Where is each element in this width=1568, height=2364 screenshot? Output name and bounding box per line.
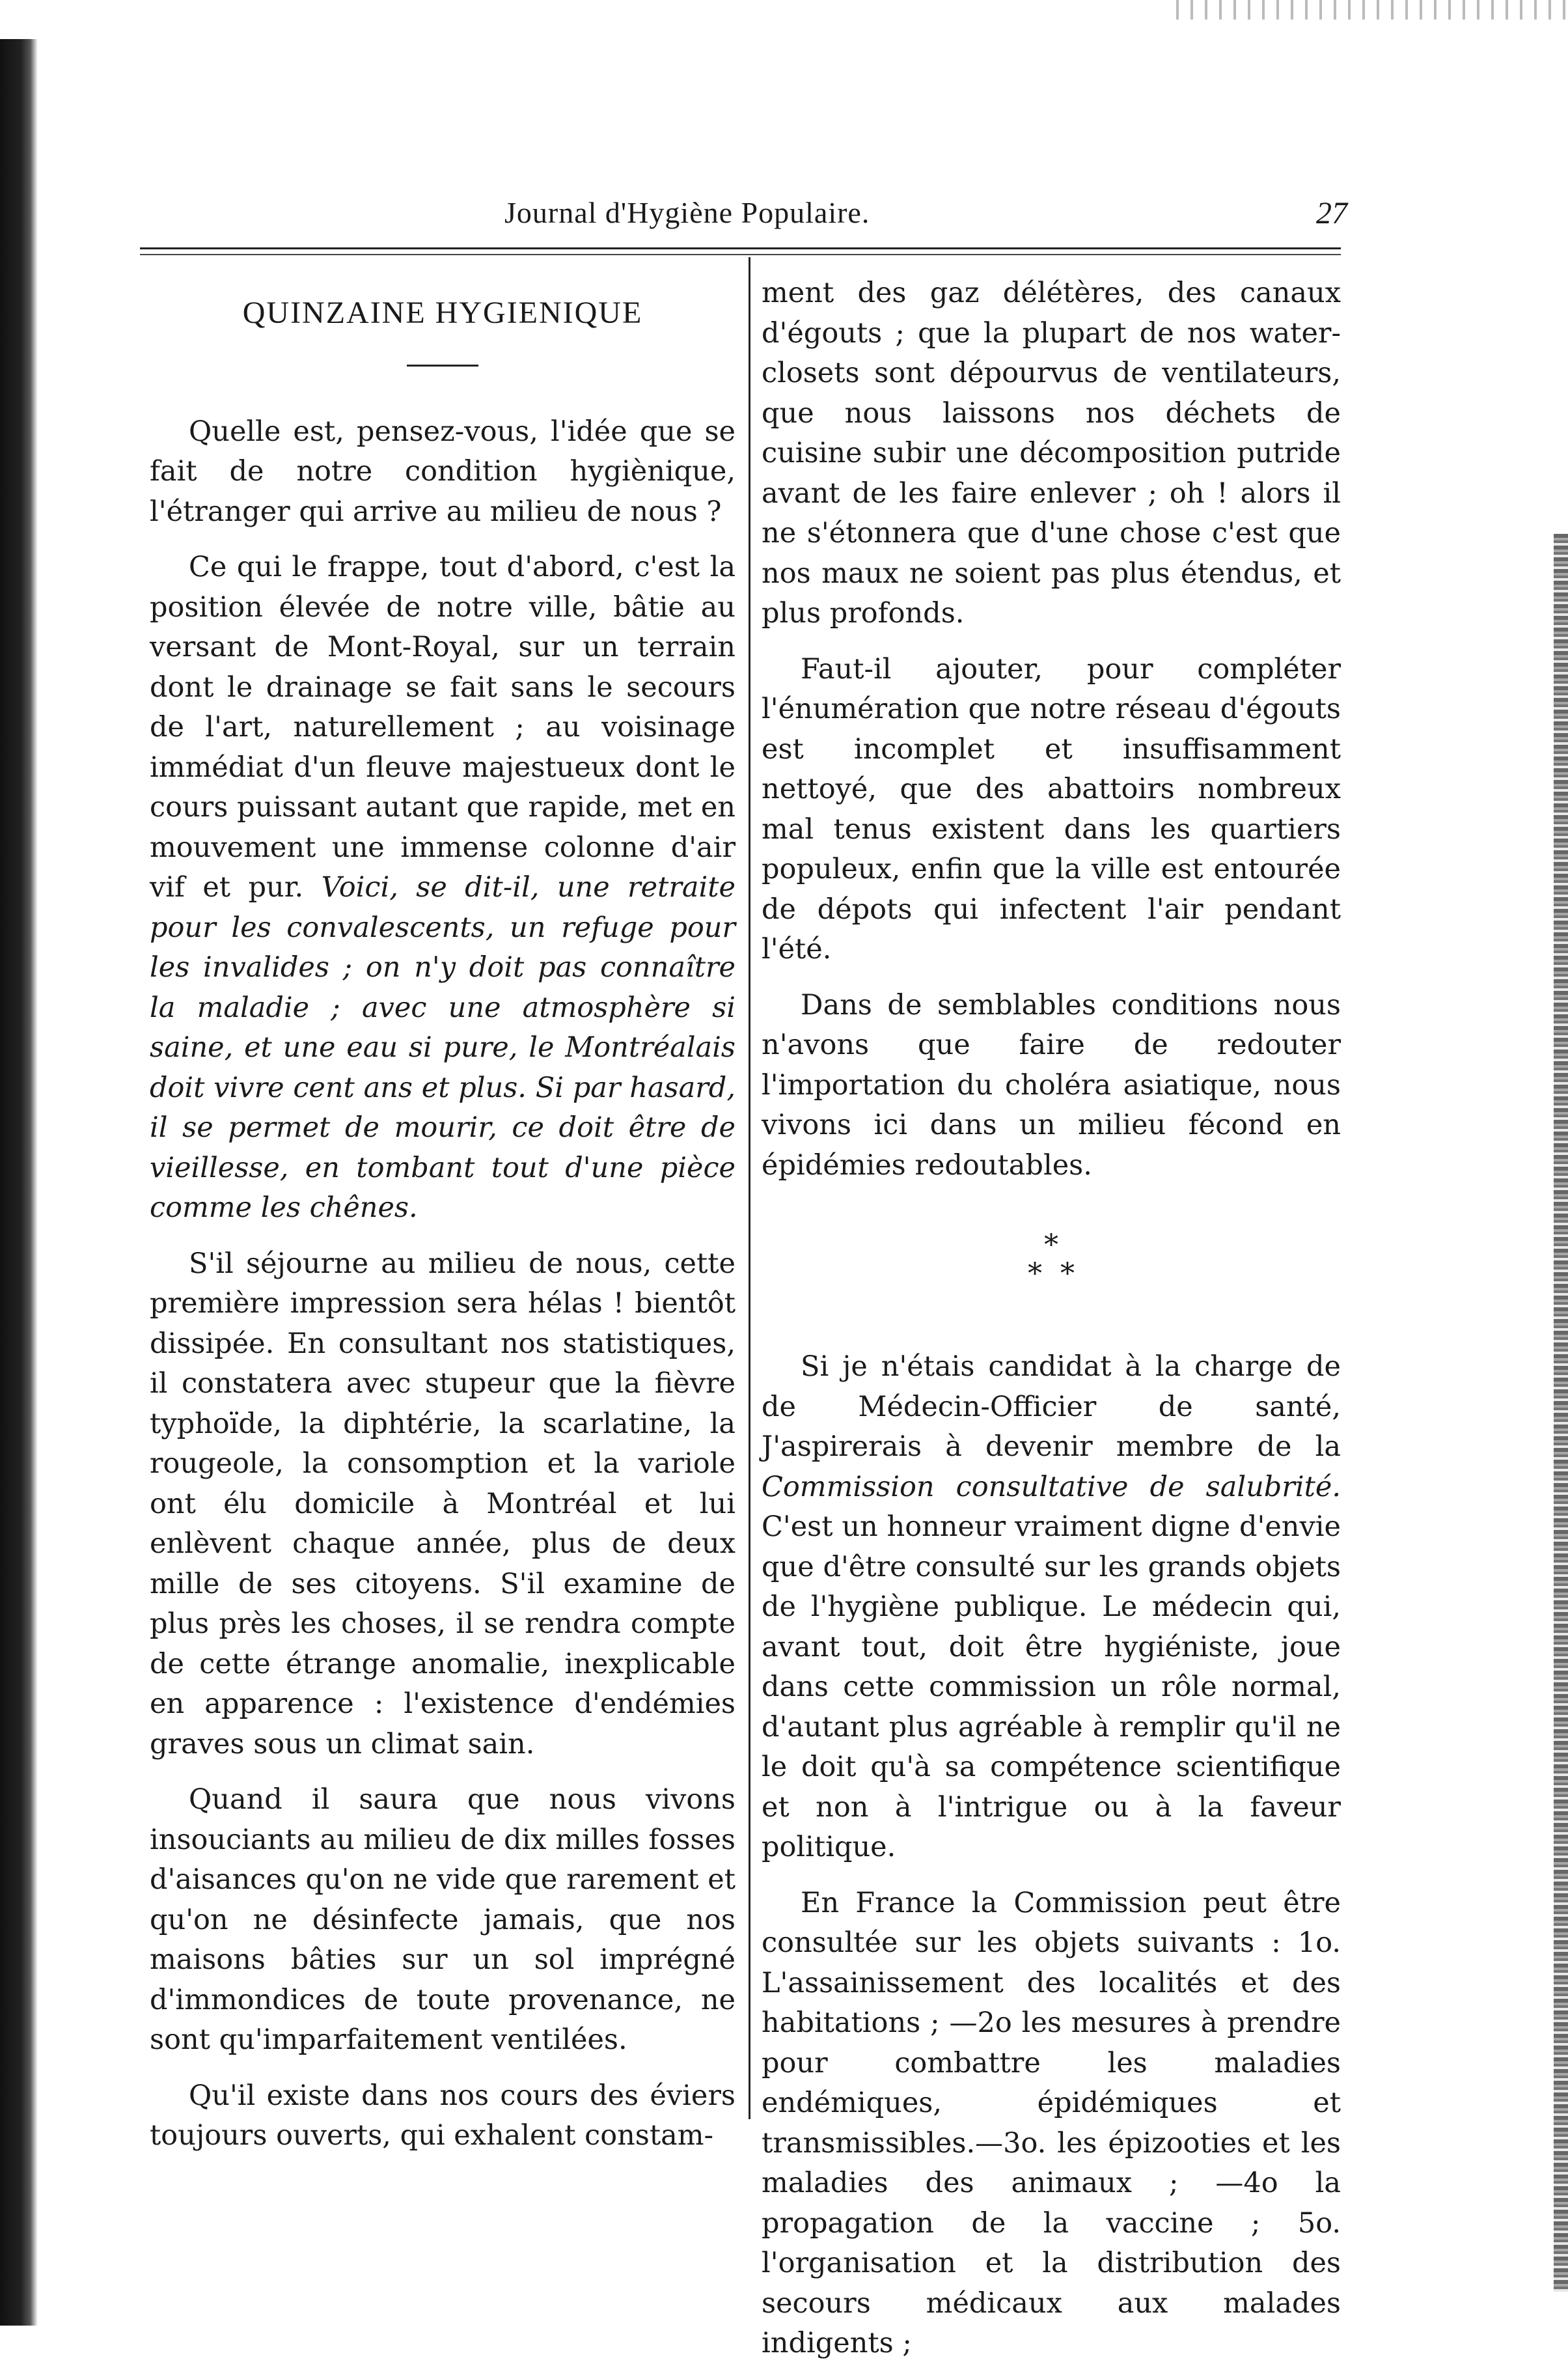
column-divider — [749, 257, 750, 2119]
paragraph — [762, 1347, 1341, 1868]
title-rule — [407, 365, 478, 367]
paragraph: Dans de semblables conditions nous n'avons que faire de redouter l'importation du choléra asiatique, nous vivons ici dans un milieu fécond en épidémies redoutables. — [762, 988, 1341, 1182]
italic-name: Commission consultative de salubrité. — [762, 1470, 1341, 1503]
page-number: 27 — [1316, 196, 1347, 230]
paragraph — [150, 548, 736, 1229]
asterism-star: * — [1060, 1257, 1075, 1290]
paragraph-text: Ce qui le frappe, tout d'abord, c'est la position élevée de notre ville, bâtie au versant de Mont-Royal, sur un terrain dont le drainage se fait sans le secours de l'art, naturellement ; au voisinage immédiat d'un fleuve majestueux dont le cours puissant autant que rapide, met en mouvement une immense colonne d'air vif et pur. — [150, 551, 736, 904]
scan-binding-shadow — [0, 39, 38, 2326]
paragraph: Quand il saura que nous vivons insouciants au milieu de dix milles fosses d'aisances qu'on ne vide que rarement et qu'on ne désinfecte jamais, que nos maisons bâties sur un sol imprégné d'immondices de toute provenance, ne sont qu'imparfaitement ventilées. — [150, 1783, 736, 2056]
paragraph: Qu'il existe dans nos cours des éviers toujours ouverts, qui exhalent constam- — [150, 2079, 736, 2152]
paragraph-text: C'est un honneur vraiment digne d'envie que d'être consulté sur les grands objets de l'hygiène publique. Le médecin qui, avant tout, doit être hygiéniste, joue dans cette commission un rôle normal, d'autant plus agréable à remplir qu'il ne le doit qu'à sa compétence scientifique et non à l'intrigue ou à la faveur politique. — [762, 1510, 1341, 1863]
paragraph: ment des gaz délétères, des canaux d'égouts ; que la plupart de nos water-closets sont dépourvus de ventilateurs, que nous laissons nos déchets de cuisine subir une décomposition putride avant de les faire enlever ; oh ! alors il ne s'étonnera que d'une chose c'est que nos maux ne soient pas plus étendus, et plus profonds. — [762, 277, 1341, 630]
paragraph: Faut-il ajouter, pour compléter l'énumération que notre réseau d'égouts est incomplet et insuffisamment nettoyé, que des abattoirs nombreux mal tenus existent dans les quartiers populeux, enfin que la ville est entourée de dépots qui infectent l'air pendant l'été. — [762, 652, 1341, 966]
paragraph: Quelle est, pensez-vous, l'idée que se fait de notre condition hygiènique, l'étranger qui arrive au milieu de nous ? — [150, 415, 736, 528]
asterism-star: * — [1044, 1229, 1058, 1262]
italic-quote: Voici, se dit-il, une retraite pour les convalescents, un refuge pour les invalides ; on n'y doit pas connaître la maladie ; avec une atmosphère si saine, et une eau si pure, le Montréalais doit vivre cent ans et plus. Si par hasard, il se permet de mourir, ce doit être de vieillesse, en tombant tout d'une pièce comme les chênes. — [150, 871, 736, 1224]
journal-title: Journal d'Hygiène Populaire. — [504, 196, 870, 229]
asterism — [762, 1231, 1341, 1288]
paragraph-text: Si je n'étais candidat à la charge de de Médecin-Officier de santé, J'aspirerais à devenir membre de la — [762, 1350, 1341, 1463]
section-title: QUINZAINE HYGIENIQUE — [242, 296, 643, 330]
left-column — [150, 273, 736, 2156]
asterism-star: * — [1028, 1257, 1042, 1290]
right-column — [762, 273, 1341, 2364]
scan-top-noise — [1164, 0, 1568, 20]
paragraph: S'il séjourne au milieu de nous, cette première impression sera hélas ! bientôt dissipée. En consultant nos statistiques, il constatera avec stupeur que la fièvre typhoïde, la diphtérie, la scarlatine, la rougeole, la consomption et la variole ont élu domicile à Montréal et lui enlèvent chaque année, plus de deux mille de ses citoyens. S'il examine de plus près les choses, il se rendra compte de cette étrange anomalie, inexplicable en apparence : l'existence d'endémies graves sous un climat sain. — [150, 1247, 736, 1760]
scan-edge-noise — [1554, 534, 1568, 2292]
paragraph: En France la Commission peut être consultée sur les objets suivants : 1o. L'assainissement des localités et des habitations ; —2o les mesures à prendre pour combattre les maladies endémiques, épidémiques et transmissibles.—3o. les épizooties et les maladies des animaux ; —4o la propagation de la vaccine ; 5o. l'organisation et la distribution des secours médicaux aux malades indigents ; — [762, 1886, 1341, 2359]
header-rule-thin — [140, 254, 1341, 255]
running-header — [176, 195, 1347, 234]
header-rule-thick — [140, 247, 1341, 249]
